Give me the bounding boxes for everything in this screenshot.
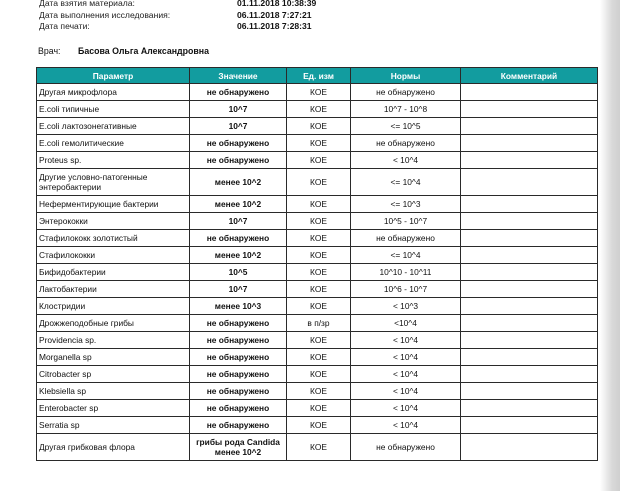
cell-norm: < 10^3 — [351, 298, 461, 315]
cell-parameter: Proteus sp. — [37, 152, 190, 169]
cell-comment — [461, 169, 598, 196]
table-row — [37, 196, 598, 213]
cell-norm: < 10^4 — [351, 383, 461, 400]
table-row — [37, 315, 598, 332]
cell-parameter: Morganella sp — [37, 349, 190, 366]
cell-parameter: Другая грибковая флора — [37, 434, 190, 461]
cell-parameter: Дрожжеподобные грибы — [37, 315, 190, 332]
cell-parameter: Enterobacter sp — [37, 400, 190, 417]
cell-value: 10^7 — [190, 101, 287, 118]
cell-value: не обнаружено — [190, 349, 287, 366]
header-unit: Ед. изм — [287, 68, 351, 84]
table-row — [37, 101, 598, 118]
cell-comment — [461, 118, 598, 135]
cell-unit: КОЕ — [287, 152, 351, 169]
cell-comment — [461, 332, 598, 349]
cell-parameter: E.coli типичные — [37, 101, 190, 118]
cell-unit: КОЕ — [287, 196, 351, 213]
meta-value: 06.11.2018 7:27:21 — [237, 9, 312, 20]
cell-norm: не обнаружено — [351, 84, 461, 101]
table-row — [37, 417, 598, 434]
meta-label: Дата печати: — [39, 21, 90, 32]
cell-parameter: Citrobacter sp — [37, 366, 190, 383]
meta-label: Дата взятия материала: — [39, 0, 135, 8]
cell-norm: не обнаружено — [351, 135, 461, 152]
cell-norm: <= 10^4 — [351, 169, 461, 196]
cell-comment — [461, 383, 598, 400]
table-row — [37, 213, 598, 230]
cell-unit: КОЕ — [287, 118, 351, 135]
cell-unit: КОЕ — [287, 135, 351, 152]
cell-parameter: E.coli лактозонегативные — [37, 118, 190, 135]
doctor-name: Басова Ольга Александровна — [78, 46, 209, 56]
cell-comment — [461, 101, 598, 118]
cell-parameter: Providencia sp. — [37, 332, 190, 349]
cell-unit: КОЕ — [287, 84, 351, 101]
cell-comment — [461, 196, 598, 213]
cell-comment — [461, 152, 598, 169]
cell-comment — [461, 135, 598, 152]
cell-parameter: Бифидобактерии — [37, 264, 190, 281]
cell-value: 10^7 — [190, 118, 287, 135]
cell-comment — [461, 84, 598, 101]
cell-norm: <= 10^4 — [351, 247, 461, 264]
cell-unit: КОЕ — [287, 298, 351, 315]
cell-unit: КОЕ — [287, 434, 351, 461]
cell-value: не обнаружено — [190, 84, 287, 101]
cell-comment — [461, 366, 598, 383]
cell-norm: < 10^4 — [351, 400, 461, 417]
table-row — [37, 135, 598, 152]
page-edge-shadow — [600, 0, 620, 491]
cell-norm: 10^7 - 10^8 — [351, 101, 461, 118]
table-row — [37, 349, 598, 366]
cell-value: не обнаружено — [190, 152, 287, 169]
cell-unit: КОЕ — [287, 332, 351, 349]
cell-comment — [461, 264, 598, 281]
doctor-line — [38, 46, 209, 56]
cell-norm: не обнаружено — [351, 230, 461, 247]
cell-unit: КОЕ — [287, 383, 351, 400]
table-body — [37, 84, 598, 461]
table-row — [37, 84, 598, 101]
dates-block — [39, 0, 316, 33]
cell-parameter: Энтерококки — [37, 213, 190, 230]
cell-norm: <10^4 — [351, 315, 461, 332]
cell-norm: < 10^4 — [351, 349, 461, 366]
cell-comment — [461, 400, 598, 417]
cell-norm: 10^6 - 10^7 — [351, 281, 461, 298]
cell-comment — [461, 230, 598, 247]
cell-unit: КОЕ — [287, 281, 351, 298]
cell-value: не обнаружено — [190, 332, 287, 349]
cell-comment — [461, 213, 598, 230]
cell-unit: КОЕ — [287, 366, 351, 383]
cell-unit: КОЕ — [287, 230, 351, 247]
cell-parameter: Другая микрофлора — [37, 84, 190, 101]
cell-value: 10^7 — [190, 213, 287, 230]
cell-unit: КОЕ — [287, 101, 351, 118]
header-value: Значение — [190, 68, 287, 84]
cell-parameter: Стафилококки — [37, 247, 190, 264]
table-header-row — [37, 68, 598, 84]
table-row — [37, 281, 598, 298]
header-comment: Комментарий — [461, 68, 598, 84]
cell-unit: в п/зр — [287, 315, 351, 332]
date-performed-row — [39, 10, 316, 22]
cell-value: 10^7 — [190, 281, 287, 298]
cell-comment — [461, 417, 598, 434]
cell-value: не обнаружено — [190, 315, 287, 332]
cell-comment — [461, 315, 598, 332]
cell-parameter: Serratia sp — [37, 417, 190, 434]
cell-unit: КОЕ — [287, 400, 351, 417]
cell-parameter: Стафилококк золотистый — [37, 230, 190, 247]
header-parameter: Параметр — [37, 68, 190, 84]
header-norm: Нормы — [351, 68, 461, 84]
cell-comment — [461, 281, 598, 298]
cell-norm: <= 10^3 — [351, 196, 461, 213]
cell-unit: КОЕ — [287, 264, 351, 281]
table-row — [37, 383, 598, 400]
cell-value: не обнаружено — [190, 366, 287, 383]
table-row — [37, 366, 598, 383]
cell-value: 10^5 — [190, 264, 287, 281]
doctor-label: Врач: — [38, 46, 61, 56]
cell-comment — [461, 247, 598, 264]
cell-parameter: Klebsiella sp — [37, 383, 190, 400]
meta-value: 01.11.2018 10:38:39 — [237, 0, 317, 8]
cell-value: не обнаружено — [190, 383, 287, 400]
cell-norm: < 10^4 — [351, 417, 461, 434]
table-row — [37, 400, 598, 417]
date-collected-row — [39, 0, 316, 10]
cell-norm: 10^5 - 10^7 — [351, 213, 461, 230]
cell-norm: <= 10^5 — [351, 118, 461, 135]
table-row — [37, 118, 598, 135]
cell-value: менее 10^3 — [190, 298, 287, 315]
cell-parameter: Лактобактерии — [37, 281, 190, 298]
cell-unit: КОЕ — [287, 213, 351, 230]
table-row — [37, 298, 598, 315]
table-row — [37, 230, 598, 247]
cell-unit: КОЕ — [287, 247, 351, 264]
table-row — [37, 264, 598, 281]
cell-unit: КОЕ — [287, 169, 351, 196]
date-printed-row — [39, 21, 316, 33]
cell-value: не обнаружено — [190, 417, 287, 434]
cell-parameter: E.coli гемолитические — [37, 135, 190, 152]
table-row — [37, 434, 598, 461]
cell-value: менее 10^2 — [190, 196, 287, 213]
table-row — [37, 332, 598, 349]
cell-norm: не обнаружено — [351, 434, 461, 461]
cell-norm: < 10^4 — [351, 152, 461, 169]
cell-comment — [461, 349, 598, 366]
cell-norm: < 10^4 — [351, 332, 461, 349]
cell-value: менее 10^2 — [190, 169, 287, 196]
table-row — [37, 169, 598, 196]
cell-parameter: Неферментирующие бактерии — [37, 196, 190, 213]
cell-value: не обнаружено — [190, 400, 287, 417]
cell-parameter: Другие условно-патогенные энтеробактерии — [37, 169, 190, 196]
cell-unit: КОЕ — [287, 417, 351, 434]
cell-comment — [461, 434, 598, 461]
table-row — [37, 247, 598, 264]
table-row — [37, 152, 598, 169]
cell-norm: < 10^4 — [351, 366, 461, 383]
meta-value: 06.11.2018 7:28:31 — [237, 21, 312, 32]
results-table — [36, 67, 598, 461]
cell-value: менее 10^2 — [190, 247, 287, 264]
cell-unit: КОЕ — [287, 349, 351, 366]
cell-comment — [461, 298, 598, 315]
cell-value: грибы рода Candida менее 10^2 — [190, 434, 287, 461]
cell-value: не обнаружено — [190, 230, 287, 247]
cell-norm: 10^10 - 10^11 — [351, 264, 461, 281]
meta-label: Дата выполнения исследования: — [39, 9, 171, 20]
cell-value: не обнаружено — [190, 135, 287, 152]
cell-parameter: Клостридии — [37, 298, 190, 315]
